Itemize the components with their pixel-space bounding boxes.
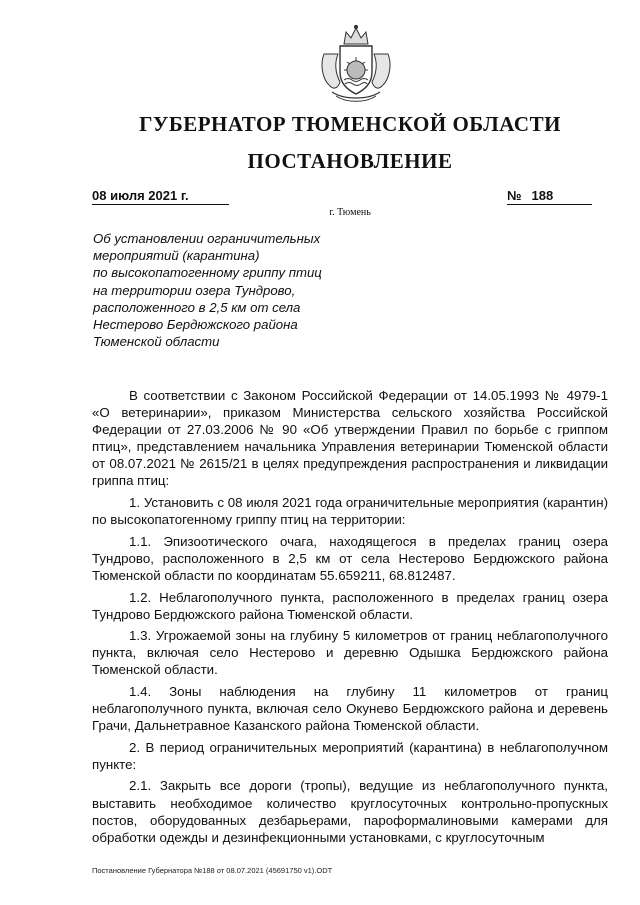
document-city: г. Тюмень [329, 207, 371, 218]
document-number [507, 188, 592, 205]
document-footer: Постановление Губернатора №188 от 08.07.2021 (45691750 v1).ODT [92, 866, 333, 875]
subject-line: Об установлении ограничительных [93, 231, 321, 246]
clause-1-4: 1.4. Зоны наблюдения на глубину 11 километров от границ неблагополучного пункта, включая село Окунево Бердюжского района и деревень Грачи, Дальнетравное Казанского района Тюменской области. [92, 684, 608, 734]
coat-of-arms-emblem [314, 24, 398, 106]
subject-line: расположенного в 2,5 км от села [93, 299, 301, 315]
subject-line: на территории озера Тундрово, [93, 282, 296, 298]
preamble-paragraph: В соответствии с Законом Российской Федерации от 14.05.1993 № 4979-1 «О ветеринарии», приказом Министерства сельского хозяйства Российской Федерации от 27.03.2006 № 90 «Об утверждении Правил по борьбе с гриппом птиц», представлением начальника Управления ветеринарии Тюменской области от 08.07.2021 № 2615/21 в целях предупреждения распространения и ликвидации гриппа птиц: [92, 388, 608, 489]
document-subject [93, 230, 353, 350]
clause-1: 1. Установить с 08 июля 2021 года ограничительные мероприятия (карантин) по высокопатогенному гриппу птиц на территории: [92, 495, 608, 528]
clause-1-2: 1.2. Неблагополучного пункта, расположенного в пределах границ озера Тундрово Бердюжского района Тюменской области. [92, 589, 608, 622]
subject-line: по высокопатогенному гриппу птиц [93, 265, 322, 281]
clause-1-1: 1.1. Эпизоотического очага, находящегося в пределах границ озера Тундрово, расположенного в 2,5 км от села Нестерово Бердюжского района Тюменской области по координатам 55.659211, 68.812487. [92, 533, 608, 583]
document-body [92, 387, 608, 850]
clause-2: 2. В период ограничительных мероприятий (карантина) в неблагополучном пункте: [92, 739, 608, 772]
clause-2-1: 2.1. Закрыть все дороги (тропы), ведущие из неблагополучного пункта, выставить необходимое количество круглосуточных контрольно-пропускных постов, оборудованных дезбарьерами, пароформалиновыми камерами для обработки одежды и дезинфекционными установками, с круглосуточным [92, 778, 608, 845]
clause-1-3: 1.3. Угрожаемой зоны на глубину 5 километров от границ неблагополучного пункта, включая село Нестерово и деревню Одышка Бердюжского района Тюменской области. [92, 628, 608, 678]
subject-line: Тюменской области [93, 334, 220, 350]
number-sign: № [507, 188, 522, 203]
governor-title: ГУБЕРНАТОР ТЮМЕНСКОЙ ОБЛАСТИ [139, 112, 561, 136]
number-value: 188 [531, 188, 554, 203]
document-type-title: ПОСТАНОВЛЕНИЕ [247, 149, 453, 173]
subject-line: Нестерово Бердюжского района [93, 317, 298, 333]
subject-line: мероприятий (карантина) [93, 248, 260, 264]
document-date: 08 июля 2021 г. [92, 188, 229, 205]
